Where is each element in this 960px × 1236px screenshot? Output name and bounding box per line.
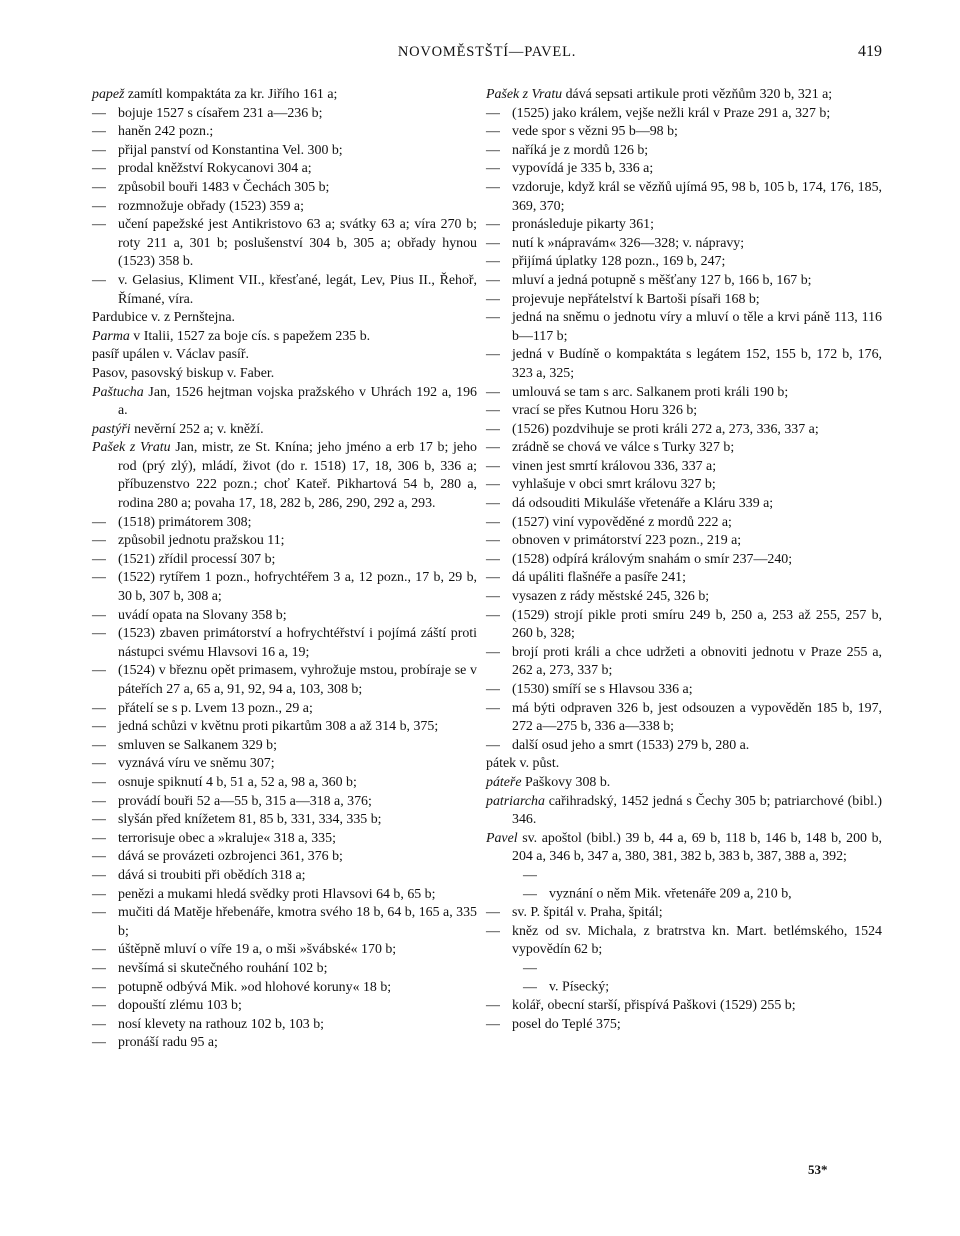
index-entry — [486, 774, 882, 793]
index-entry — [486, 476, 882, 495]
entry-text: posel do Teplé 375; — [512, 1016, 621, 1032]
entry-dash: — — [486, 682, 500, 697]
entry-dash: — — [486, 105, 500, 121]
index-entry — [486, 309, 882, 346]
entry-dash: — — [92, 998, 106, 1014]
entry-dash: — — [486, 124, 500, 140]
index-entry — [486, 123, 882, 142]
entry-dash: — — [92, 514, 106, 530]
entry-dash: — — [486, 496, 500, 512]
entry-text: (1530) smíří se s Hlavsou 336 a; — [512, 682, 693, 697]
entry-text: nutí k »nápravám« 326—328; v. nápravy; — [512, 235, 745, 251]
index-entry — [92, 830, 477, 849]
index-column-right — [486, 86, 882, 1034]
entry-text: Pardubice v. z Pernštejna. — [92, 310, 235, 326]
entry-text: dá odsouditi Mikuláše vřetenáře a Kláru 339 a; — [512, 496, 774, 512]
entry-dash: — — [486, 477, 500, 493]
entry-text: v. Písecký; — [549, 979, 610, 995]
index-entry — [486, 86, 882, 105]
index-entry — [486, 160, 882, 179]
entry-dash: — — [92, 217, 106, 233]
entry-text: (1521) zřídil processí 307 b; — [118, 551, 276, 567]
entry-dash: — — [486, 570, 500, 586]
index-entry — [92, 86, 477, 105]
index-entry — [92, 179, 477, 198]
entry-dash: — — [486, 235, 500, 251]
entry-dash: — — [486, 923, 500, 939]
index-entry — [92, 737, 477, 756]
entry-text: (1525) jako králem, vejše nežli král v Praze 291 a, 327 b; — [512, 105, 831, 121]
entry-dash: — — [92, 774, 106, 790]
entry-dash: — — [486, 272, 500, 288]
entry-text: pátek v. půst. — [486, 756, 560, 772]
index-entry — [92, 625, 477, 662]
entry-dash: — — [92, 607, 106, 623]
index-entry — [92, 960, 477, 979]
index-entry — [486, 532, 882, 551]
entry-dash: — — [92, 886, 106, 902]
entry-dash: — — [486, 310, 500, 326]
entry-text: mluví a jedná potupně s měšťany 127 b, 166 b, 167 b; — [512, 272, 812, 288]
entry-text: přijímá úplatky 128 pozn., 169 b, 247; — [512, 254, 726, 270]
index-entry — [486, 923, 882, 960]
index-entry — [92, 793, 477, 812]
entry-text: vzdoruje, když král se vězňů ujímá 95, 98 b, 105 b, 174, 176, 185, 369, 370; — [512, 179, 882, 214]
index-entry — [92, 607, 477, 626]
index-entry — [486, 830, 882, 867]
index-entry — [486, 755, 882, 774]
entry-text: cařihradský, 1452 jedná s Čechy 305 b; patriarchové (bibl.) 346. — [512, 793, 882, 828]
entry-dash: — — [486, 533, 500, 549]
entry-text: (1524) v březnu opět primasem, vyhrožuje mstou, probíraje se v páteřích 27 a, 65 a, 91, 92, 94 a, 103, 308 b; — [118, 663, 477, 697]
entry-dash: — — [92, 830, 106, 846]
entry-dash: — — [92, 719, 106, 735]
index-entry — [486, 142, 882, 161]
entry-dash: — — [486, 403, 500, 419]
entry-text: Paškovy 308 b. — [521, 774, 611, 790]
entry-text: kněz od sv. Michala, z bratrstva kn. Mart. betlémského, 1524 vypovědín 62 b; — [512, 923, 882, 958]
index-entry — [486, 551, 882, 570]
entry-dash: — — [92, 700, 106, 716]
entry-text: zamítl kompaktáta za kr. Jiřího 161 a; — [124, 87, 338, 102]
index-entry — [92, 309, 477, 328]
entry-text: sv. apoštol (bibl.) 39 b, 44 a, 69 b, 118 b, 146 b, 148 b, 200 b, 204 a, 346 b, 347 a, 380, 381, 382 b, 383 b, 387, 388 a, 392; — [512, 830, 882, 865]
entry-dash: — — [92, 905, 106, 921]
entry-text: sv. P. špitál v. Praha, špitál; — [512, 905, 663, 921]
entry-dash: — — [92, 124, 106, 140]
entry-headword: Pašek z Vratu — [486, 87, 563, 102]
entry-text: vrací se přes Kutnou Horu 326 b; — [512, 403, 698, 419]
entry-dash: — — [486, 384, 500, 400]
index-entry — [486, 272, 882, 291]
index-entry — [486, 421, 882, 440]
entry-text: osnuje spiknutí 4 b, 51 a, 52 a, 98 a, 360 b; — [118, 774, 357, 790]
entry-headword: pastýři — [92, 421, 131, 437]
entry-text: (1526) pozdvihuje se proti králi 272 a, 273, 336, 337 a; — [512, 421, 819, 437]
entry-text: prodal kněžství Rokycanovi 304 a; — [118, 161, 312, 177]
entry-text: zrádně se chová ve válce s Turky 327 b; — [512, 440, 735, 456]
entry-dash: — — [486, 514, 500, 530]
index-entry — [92, 346, 477, 365]
index-entry — [92, 718, 477, 737]
entry-text: (1527) viní vypověděné z mordů 222 a; — [512, 514, 732, 530]
index-entry — [486, 179, 882, 216]
entry-text: terrorisuje obec a »kraluje« 318 a, 335; — [118, 830, 336, 846]
index-entry — [92, 160, 477, 179]
entry-text: pasíř upálen v. Václav pasíř. — [92, 347, 249, 363]
entry-text: vyhlašuje v obci smrt královu 327 b; — [512, 477, 716, 493]
index-entry — [486, 960, 882, 997]
index-entry — [486, 700, 882, 737]
entry-text: nevšímá si skutečného rouhání 102 b; — [118, 960, 328, 976]
entry-dash: — — [486, 179, 500, 195]
index-entry — [486, 569, 882, 588]
entry-text: vede spor s vězni 95 b—98 b; — [512, 124, 678, 140]
entry-dash: — — [92, 737, 106, 753]
entry-text: dá upáliti flašnéře a pasíře 241; — [512, 570, 686, 586]
entry-dash: — — [486, 440, 500, 456]
entry-dash: — — [486, 998, 500, 1014]
index-entry — [486, 291, 882, 310]
index-entry — [92, 123, 477, 142]
index-entry — [486, 384, 882, 403]
entry-dash: — — [92, 960, 106, 976]
entry-text: mučiti dá Matěje hřebenáře, kmotra svého 18 b, 64 b, 165 a, 335 b; — [118, 905, 477, 939]
index-entry — [92, 105, 477, 124]
index-entry — [486, 105, 882, 124]
index-entry — [92, 421, 477, 440]
index-entry — [486, 253, 882, 272]
entry-text: dopouští zlému 103 b; — [118, 998, 242, 1014]
entry-text: (1523) zbaven primátorství a hofrychtéřství i pojímá záští proti nástupci svému Hlavsovi 16 a, 19; — [118, 626, 477, 660]
entry-dash: — — [92, 942, 106, 958]
entry-dash: — — [486, 217, 500, 233]
entry-text: má býti odpraven 326 b, jest odsouzen a vypověděn 185 b, 197, 272 a—275 b, 336 a—338 b; — [512, 700, 882, 735]
index-entry — [92, 886, 477, 905]
entry-text: Pasov, pasovský biskup v. Faber. — [92, 365, 275, 381]
entry-text: Jan, mistr, ze St. Knína; jeho jméno a erb 17 b; jeho rod (prý zlý), mládí, život (do r. 1518) 17, 18, 306 b, 336 a; příbuzenstvo 222 pozn.; choť Kateř. Pikhartová 54 b, 280 a, rodina 280 a; povaha 17, 18, 282 b, 286, 290, 292 a, 293. — [118, 440, 477, 512]
entry-text: další osud jeho a smrt (1533) 279 b, 280 a. — [512, 737, 750, 753]
entry-text: (1518) primátorem 308; — [118, 514, 252, 530]
index-entry — [486, 588, 882, 607]
entry-headword: páteře — [486, 774, 522, 790]
index-entry — [92, 569, 477, 606]
entry-headword: Pavel — [486, 830, 518, 846]
entry-text: nevěrní 252 a; v. kněží. — [130, 421, 264, 437]
entry-text: úštěpně mluví o víře 19 a, o mši »švábské« 170 b; — [118, 942, 397, 958]
entry-dash: — — [486, 291, 500, 307]
entry-text: kolář, obecní starší, přispívá Paškovi (1529) 255 b; — [512, 998, 796, 1014]
entry-dash: — — [486, 161, 500, 177]
entry-text: způsobil bouři 1483 v Čechách 305 b; — [118, 179, 330, 195]
index-entry — [92, 532, 477, 551]
entry-text: nosí klevety na rathouz 102 b, 103 b; — [118, 1016, 325, 1032]
index-entry — [92, 662, 477, 699]
entry-text: dává se provázeti ozbrojenci 361, 376 b; — [118, 849, 343, 865]
index-entry — [92, 365, 477, 384]
entry-text: obnoven v primátorství 223 pozn., 219 a; — [512, 533, 742, 549]
entry-text: provádí bouři 52 a—55 b, 315 a—318 a, 376; — [118, 793, 372, 809]
page-number: 419 — [858, 43, 882, 60]
entry-text: přijal panství od Konstantina Vel. 300 b; — [118, 142, 343, 158]
index-entry — [486, 346, 882, 383]
index-entry — [92, 904, 477, 941]
signature-mark: 53* — [808, 1162, 828, 1177]
entry-text: jedná na sněmu o jednotu víry a mluví o těle a krvi páně 113, 116 b—117 b; — [512, 310, 882, 344]
index-entry — [486, 514, 882, 533]
entry-text: vypovídá je 335 b, 336 a; — [512, 161, 654, 177]
entry-text: (1522) rytířem 1 pozn., hofrychtéřem 3 a, 12 pozn., 17 b, 29 b, 30 b, 307 b, 308 a; — [118, 570, 477, 605]
entry-dash: — — [486, 1016, 500, 1032]
entry-text: naříká je z mordů 126 b; — [512, 142, 649, 158]
entry-text: pronáší radu 95 a; — [118, 1035, 218, 1051]
entry-text: (1528) odpírá královým snahám o smír 237—240; — [512, 551, 793, 567]
entry-dash: — — [92, 272, 106, 288]
index-entry — [486, 235, 882, 254]
entry-text: slyšán před knížetem 81, 85 b, 331, 334, 335 b; — [118, 812, 382, 828]
index-entry — [486, 402, 882, 421]
entry-text: dává si troubiti při obědích 318 a; — [118, 867, 306, 883]
entry-text: brojí proti králi a chce udržeti a obnoviti jednotu v Praze 255 a, 262 a, 273, 337 b; — [512, 644, 882, 679]
entry-dash: — — [92, 551, 106, 567]
entry-text: umlouvá se tam s arc. Salkanem proti králi 190 b; — [512, 384, 789, 400]
entry-dash: — — [486, 589, 500, 605]
entry-dash: — — [92, 161, 106, 177]
entry-dash: — — [486, 421, 500, 437]
entry-text: vyznává víru ve sněmu 307; — [118, 756, 275, 772]
entry-dash: — — [92, 142, 106, 158]
entry-text: smluven se Salkanem 329 b; — [118, 737, 277, 753]
entry-text: v Italii, 1527 za boje cís. s papežem 235 b. — [129, 328, 371, 344]
entry-dash: — — [486, 607, 500, 623]
index-entry — [92, 941, 477, 960]
index-entry — [92, 1016, 477, 1035]
entry-dash: — — — [523, 867, 537, 902]
index-entry — [92, 755, 477, 774]
entry-dash: — — [92, 626, 106, 642]
entry-text: rozmnožuje obřady (1523) 359 a; — [118, 198, 304, 214]
entry-dash: — — [92, 1016, 106, 1032]
index-entry — [92, 272, 477, 309]
entry-dash: — — [92, 867, 106, 883]
entry-headword: Parma — [92, 328, 130, 344]
entry-text: jedná schůzi v květnu proti pikartům 308 a až 314 b, 375; — [118, 719, 439, 735]
entry-text: způsobil jednotu pražskou 11; — [118, 533, 285, 549]
entry-dash: — — — [523, 960, 537, 995]
entry-dash: — — [486, 644, 500, 660]
entry-text: učení papežské jest Antikristovo 63 a; svátky 63 a; víra 270 b; roty 211 a, 301 b; poslušenství 304 b, 305 a; obřady hynou (1523) 358 b. — [118, 217, 477, 270]
index-entry — [92, 514, 477, 533]
index-entry — [92, 551, 477, 570]
index-entry — [486, 793, 882, 830]
entry-headword: patriarcha — [486, 793, 545, 809]
entry-dash: — — [92, 198, 106, 214]
index-entry — [92, 848, 477, 867]
entry-dash: — — [486, 737, 500, 753]
entry-text: potupně odbývá Mik. »od hlohové koruny« 18 b; — [118, 979, 392, 995]
index-entry — [92, 811, 477, 830]
index-entry — [92, 216, 477, 272]
index-entry — [92, 439, 477, 513]
index-entry — [486, 737, 882, 756]
index-entry — [486, 495, 882, 514]
entry-text: přátelí se s p. Lvem 13 pozn., 29 a; — [118, 700, 313, 716]
entry-dash: — — [92, 663, 106, 679]
index-column-left — [92, 86, 477, 1053]
index-entry — [92, 1034, 477, 1053]
entry-text: bojuje 1527 s císařem 231 a—236 b; — [118, 105, 323, 121]
entry-dash: — — [92, 849, 106, 865]
index-entry — [92, 979, 477, 998]
entry-dash: — — [92, 105, 106, 121]
entry-headword: papež — [92, 87, 125, 102]
entry-dash: — — [92, 812, 106, 828]
index-entry — [92, 384, 477, 421]
index-entry — [92, 700, 477, 719]
entry-text: (1529) strojí pikle proti smíru 249 b, 250 a, 253 až 255, 257 b, 260 b, 328; — [512, 607, 882, 642]
entry-dash: — — [486, 551, 500, 567]
entry-dash: — — [486, 142, 500, 158]
index-entry — [92, 142, 477, 161]
entry-text: dává sepsati artikule proti vězňům 320 b, 321 a; — [562, 87, 833, 102]
index-entry — [486, 904, 882, 923]
entry-text: vyznání o něm Mik. vřetenáře 209 a, 210 b, — [549, 886, 792, 902]
running-title: NOVOMĚSTŠTÍ—PAVEL. — [397, 44, 577, 60]
entry-text: v. Gelasius, Kliment VII., křesťané, legát, Lev, Pius II., Řehoř, Římané, víra. — [118, 272, 477, 307]
entry-text: jedná v Budíně o kompaktáta s legátem 152, 155 b, 172 b, 176, 323 a, 325; — [512, 347, 882, 381]
entry-headword: Paštucha — [92, 384, 144, 400]
entry-dash: — — [486, 905, 500, 921]
entry-text: vinen jest smrtí královou 336, 337 a; — [512, 458, 717, 474]
entry-dash: — — [92, 793, 106, 809]
entry-text: haněn 242 pozn.; — [118, 124, 214, 140]
page-header — [92, 44, 882, 66]
index-entry — [486, 1016, 882, 1035]
entry-dash: — — [92, 1035, 106, 1051]
index-entry — [486, 216, 882, 235]
entry-dash: — — [486, 254, 500, 270]
index-entry — [92, 774, 477, 793]
index-entry — [486, 867, 882, 904]
index-entry — [92, 198, 477, 217]
entry-dash: — — [92, 533, 106, 549]
index-entry — [486, 607, 882, 644]
index-entry — [92, 328, 477, 347]
entry-text: projevuje nepřátelství k Bartoši písaři 168 b; — [512, 291, 760, 307]
entry-text: uvádí opata na Slovany 358 b; — [118, 607, 287, 623]
entry-text: Jan, 1526 hejtman vojska pražského v Uhrách 192 a, 196 a. — [118, 384, 477, 419]
entry-dash: — — [486, 347, 500, 363]
entry-dash: — — [486, 458, 500, 474]
index-entry — [486, 997, 882, 1016]
index-entry — [92, 997, 477, 1016]
index-entry — [486, 644, 882, 681]
entry-dash: — — [92, 756, 106, 772]
entry-text: vysazen z rády městské 245, 326 b; — [512, 589, 710, 605]
entry-text: penězi a mukami hledá svědky proti Hlavsovi 64 b, 65 b; — [118, 886, 436, 902]
entry-dash: — — [92, 179, 106, 195]
entry-dash: — — [92, 979, 106, 995]
index-entry — [92, 867, 477, 886]
index-entry — [486, 681, 882, 700]
entry-text: pronásleduje pikarty 361; — [512, 217, 654, 233]
entry-dash: — — [486, 700, 500, 716]
index-entry — [486, 439, 882, 458]
index-entry — [486, 458, 882, 477]
entry-headword: Pašek z Vratu — [92, 440, 171, 456]
entry-dash: — — [92, 570, 106, 586]
